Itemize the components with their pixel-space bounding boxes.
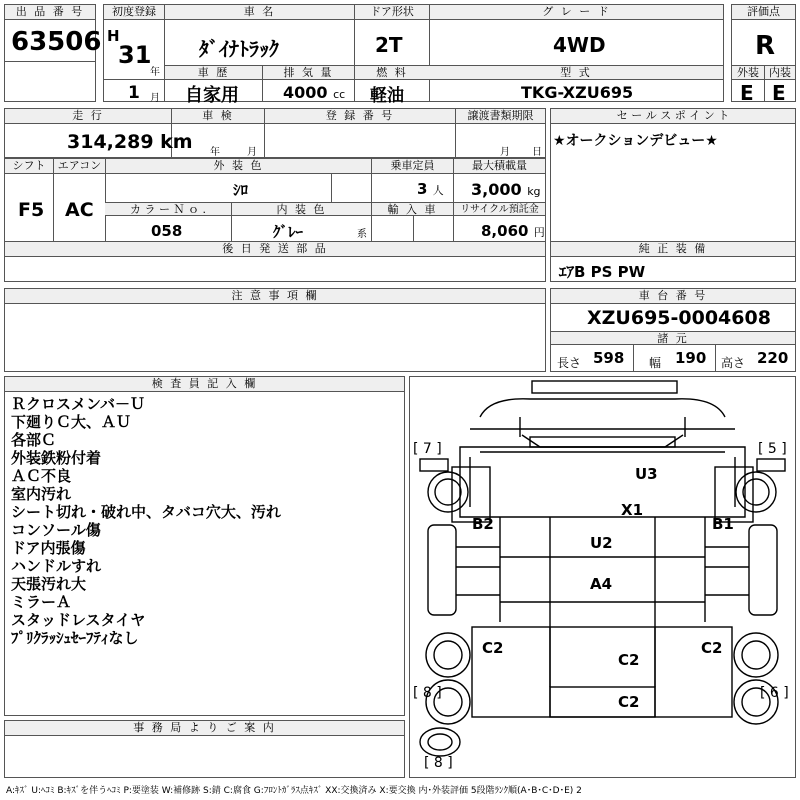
damage-mark: A4 (590, 575, 613, 593)
capacity-label: 乗車定員 (371, 159, 453, 174)
model-code: TKG-XZU695 (521, 83, 634, 102)
era: H (107, 27, 120, 45)
interior-score-label: 内装 (764, 66, 795, 80)
chassis-section (550, 288, 796, 372)
overall-score: R (755, 31, 776, 61)
chassis-number: XZU695-0004608 (587, 307, 771, 329)
dims-label: 諸 元 (551, 331, 795, 345)
tire-label-rear-left: [ 8 ] (413, 685, 442, 701)
damage-mark: U3 (635, 465, 658, 483)
remark-line: 室内汚れ (11, 485, 72, 503)
office-section (4, 720, 405, 778)
transfer-day-unit: 日 (532, 147, 542, 158)
damage-legend: A:ｷｽﾞ U:ﾍｺﾐ B:ｷｽﾞを伴うﾍｺﾐ P:要塗装 W:補修跡 S:錆 C:腐食 G:ﾌﾛﾝﾄｶﾞﾗｽ点ｷｽﾞ XX:交換済み X:要交換 内･外装評価 5段階ﾗﾝｸ順(A･B･C･D･E) 2 (6, 786, 582, 796)
grade-label: グ レ ー ド (429, 5, 723, 20)
lot-blank-box (4, 61, 96, 102)
month-unit: 月 (150, 93, 160, 104)
car-info-box (164, 4, 724, 106)
transfer-month-unit: 月 (500, 147, 510, 158)
remark-line: シート切れ・破れ中、タバコ穴大、汚れ (11, 503, 281, 521)
grade: 4WD (553, 33, 606, 57)
aircon: AC (65, 199, 94, 221)
inspection-year-unit: 年 (210, 147, 220, 158)
first-registration-box (103, 4, 165, 102)
lot-number-label: 出 品 番 号 (5, 5, 95, 20)
damage-mark: C2 (618, 651, 640, 669)
registration-no-label: 登 録 番 号 (264, 109, 455, 124)
notes-section (4, 288, 546, 372)
exterior-color-label: 外 装 色 (105, 159, 371, 174)
vehicle-history: 自家用 (185, 85, 239, 106)
lot-number-box (4, 4, 102, 62)
damage-mark: X1 (621, 501, 644, 519)
first-registration-month: 1 (128, 83, 140, 103)
remark-line: ハンドルすれ (11, 557, 102, 575)
inspection-month-unit: 月 (247, 147, 257, 158)
later-parts-section (4, 241, 546, 282)
tire-label-front-right: [ 5 ] (758, 441, 787, 457)
car-name: ﾀﾞｲﾅﾄﾗｯｸ (199, 37, 279, 61)
damage-mark: C2 (618, 693, 640, 711)
model-label: 型 式 (429, 66, 723, 80)
damage-mark: C2 (482, 639, 504, 657)
remark-line: Ｒクロスメンバ－Ｕ (11, 395, 145, 413)
year-unit: 年 (150, 67, 160, 78)
chassis-label: 車 台 番 号 (551, 289, 795, 304)
remark-line: コンソール傷 (11, 521, 101, 539)
fuel-label: 燃 料 (354, 66, 429, 80)
sales-point-label: セ ー ル ス ポ イ ン ト (551, 109, 795, 124)
remark-line: 天張汚れ大 (11, 575, 87, 593)
interior-score: E (772, 81, 786, 105)
color-number: 058 (151, 222, 183, 240)
interior-color: ｸﾞﾚｰ (273, 223, 304, 241)
length: 598 (593, 349, 625, 367)
sales-point-section (550, 108, 796, 242)
first-registration-year: 31 (118, 41, 152, 69)
fuel: 軽油 (370, 86, 404, 106)
score-label: 評価点 (732, 5, 795, 20)
door-label: ドア形状 (354, 5, 429, 20)
damage-mark: C2 (701, 639, 723, 657)
exterior-color: ｼﾛ (233, 181, 249, 199)
damage-mark: B1 (712, 515, 734, 533)
capacity: 3 人 (417, 180, 444, 198)
displacement: 4000 cc (283, 83, 346, 102)
lot-number: 63506 (11, 27, 102, 57)
notes-label: 注 意 事 項 欄 (5, 289, 545, 304)
later-parts-label: 後 日 発 送 部 品 (5, 242, 545, 257)
tire-label-spare: [ 8 ] (424, 755, 453, 771)
remark-line: 下廻りＣ大、ＡＵ (11, 413, 132, 431)
transfer-deadline-label: 譲渡書類期限 (455, 109, 545, 124)
height-label: 高さ (721, 356, 746, 370)
history-label: 車 歴 (165, 66, 262, 80)
remark-line: ドア内張傷 (11, 539, 86, 557)
equipment-section (550, 241, 796, 282)
shift-label: シフト (5, 159, 53, 174)
equipment-label: 純 正 装 備 (551, 242, 795, 257)
exterior-score-label: 外装 (732, 66, 764, 80)
inspector-label: 検 査 員 記 入 欄 (5, 377, 404, 392)
spec-section (4, 158, 546, 242)
length-label: 長さ (557, 356, 582, 370)
remark-line: ＡＣ不良 (11, 467, 72, 485)
aircon-label: エアコン (53, 159, 105, 174)
max-load: 3,000 kg (471, 180, 541, 199)
remark-line: スタッドレスタイヤ (11, 611, 146, 629)
remark-line: ﾌﾟﾘｸﾗｯｼｭｾｰﾌﾃｨなし (11, 629, 139, 647)
tire-label-rear-right: [ 6 ] (760, 685, 789, 701)
interior-color-unit: 系 (357, 229, 367, 240)
color-no-label: カ ラ ー Ｎ ｏ . (105, 202, 231, 216)
remark-line: 各部Ｃ (11, 431, 57, 449)
interior-color-label: 内 装 色 (231, 202, 371, 216)
max-load-label: 最大積載量 (453, 159, 545, 174)
tire-label-front-left: [ 7 ] (413, 441, 442, 457)
car-name-label: 車 名 (165, 5, 354, 20)
inspector-section (4, 376, 405, 716)
width: 190 (675, 349, 707, 367)
equipment: ｴｱB PS PW (559, 263, 646, 281)
shift: F5 (18, 199, 45, 221)
damage-mark: U2 (590, 534, 613, 552)
first-registration-label: 初度登録 (104, 5, 164, 20)
sales-point-text: ★オークションデビュー★ (553, 133, 718, 149)
door-type: 2T (375, 33, 403, 57)
displacement-label: 排 気 量 (262, 66, 354, 80)
vehicle-diagram (409, 376, 796, 778)
height: 220 (757, 349, 789, 367)
remark-line: ミラーＡ (11, 593, 72, 611)
recycle-label: リサイクル預託金 (453, 202, 545, 216)
score-box (731, 4, 796, 105)
mileage: 314,289 km (67, 131, 193, 153)
mileage-section (4, 108, 546, 158)
mileage-label: 走 行 (5, 109, 171, 124)
exterior-score: E (740, 81, 754, 105)
recycle-fee: 8,060 円 (481, 222, 545, 240)
import-label: 輸 入 車 (371, 202, 453, 216)
inspector-remarks (11, 395, 281, 647)
width-label: 幅 (649, 356, 662, 370)
office-label: 事 務 局 よ り ご 案 内 (5, 721, 404, 736)
damage-mark: B2 (472, 515, 494, 533)
inspection-label: 車 検 (171, 109, 264, 124)
remark-line: 外装鉄粉付着 (11, 449, 102, 467)
